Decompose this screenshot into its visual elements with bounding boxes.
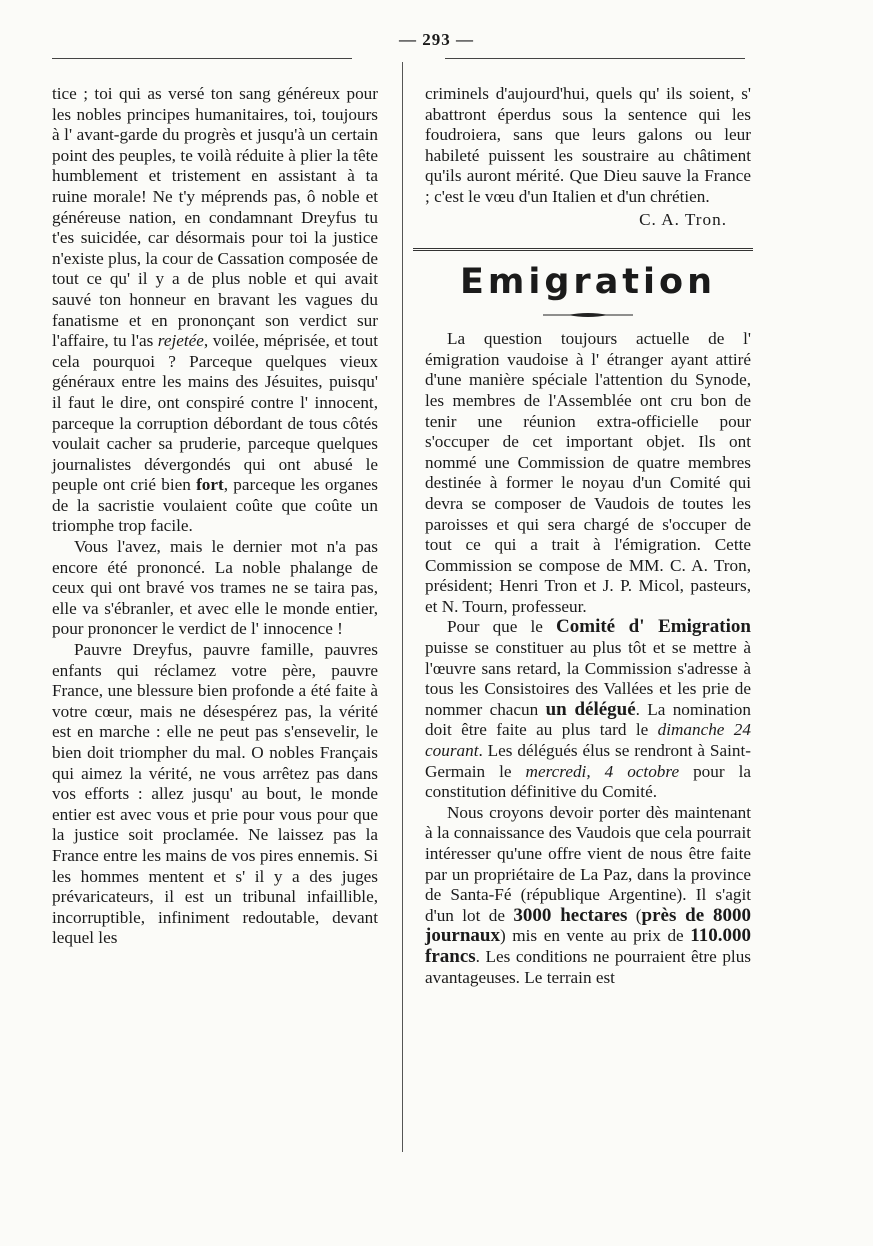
- bold-text: fort: [196, 475, 224, 495]
- right-paragraph-2: La question toujours actuelle de l' émigration vaudoise à l' étranger ayant attiré d'une manière spéciale l'attention du Synode, les membres de l'Assemblée ont cru bon de tenir une réunion extra-officielle pour s'occuper de cet important objet. Ils ont nommé une Commission de quatre membres destinée à former le noyau d'un Comité qui devra se composer de Vaudois de toutes les paroisses et qui sera chargé de s'occuper de tout ce qui a trait à l'émigration. Cette Commission se compose de MM. C. A. Tron, président; Henri Tron et J. P. Micol, pasteurs, et N. Tourn, professeur.: [425, 329, 751, 616]
- emphasized-text: mercredi, 4 octobre: [525, 761, 680, 781]
- right-paragraph-4: Nous croyons devoir porter dès maintenant à la connaissance des Vaudois que cela pourrait intéresser qu'une offre vient de nous être faite par un propriétaire de La Paz, dans la province de Santa-Fé (république Argentine). Il s'agit d'un lot de 3000 hectares (près de 8000 journaux) mis en vente au prix de 110.000 francs. Les conditions ne pourraient être plus avantageuses. Le terrain est: [425, 802, 752, 987]
- bold-text: 3000 hectares: [513, 904, 628, 926]
- page-number: — 293 —: [399, 30, 474, 49]
- bold-text: 110.000 francs: [425, 925, 751, 967]
- bold-text: près de 8000 journaux: [425, 904, 752, 947]
- bold-text: Comité d' Emigration: [556, 616, 751, 638]
- right-paragraph-3: Pour que le Comité d' Emigration puisse se constituer au plus tôt et se mettre à l'œuvre sans retard, la Commission s'adresse à tous les Consistoires des Vallées et les prie de nommer chacun un délégué. La nomination doit être faite au plus tard le dimanche 24 courant. Les délégués élus se rendront à Saint-Germain le mercredi, 4 octobre pour la constitution définitive du Comité.: [425, 616, 751, 802]
- header-rule-right: [445, 58, 745, 59]
- section-title: Emigration: [460, 262, 716, 303]
- left-column: [52, 84, 378, 949]
- emphasized-text: dimanche 24 courant: [425, 720, 751, 761]
- section-separator: [413, 248, 753, 251]
- signature: C. A. Tron.: [639, 209, 727, 229]
- bold-text: un délégué: [545, 698, 636, 720]
- left-paragraph-2: Vous l'avez, mais le dernier mot n'a pas encore été prononcé. La noble phalange de ceux qui ont bravé vos trames ne se taira pas, elle va s'ébranler, et avec elle le monde entier, pour prononcer le verdict de l' innocence !: [52, 537, 378, 639]
- left-paragraph-1: tice ; toi qui as versé ton sang généreux pour les nobles principes humanitaires, toi, toujours à l' avant-garde du progrès et jusqu'à un certain point des peuples, te voilà réduite à plier la tête humblement et tristement en assistant à ta ruine morale! Ne t'y méprends pas, ô noble et généreuse nation, en condamnant Dreyfus tu t'es suicidée, car désormais pour toi la justice n'existe plus, la cour de Cassation composée de tout ce qu' il y a de plus noble et qui avait sauvé ton honneur en bravant les vagues du fanatisme et en prononçant son verdict sur l'affaire, tu l'as rejetée, voilée, méprisée, et tout cela pourquoi ? Parceque quelques vieux généraux entre les mains des Jésuites, puisqu' il faut le dire, ont conspiré contre l' innocent, parceque la corruption débordant de tous côtés voulait cacher sa pruderie, parceque quelques journalistes dévergondés qui ont abusé le peuple ont crié bien fort, parceque les organes de la sacristie voulaient coûte que coûte un triomphe trop facile.: [52, 84, 378, 536]
- emphasized-text: rejetée: [157, 331, 204, 351]
- header-rule-left: [52, 58, 352, 59]
- column-divider: [402, 62, 403, 1152]
- left-paragraph-3: Pauvre Dreyfus, pauvre famille, pauvres enfants qui réclamez votre père, pauvre France, une blessure bien profonde a été faite à votre cœur, mais ne désespérez pas, la vérité est en marche : elle ne peut pas s'ensevelir, le bien doit triompher du mal. O nobles Français qui aimez la vérité, ne vous arrêtez pas dans vos efforts : allez jusqu' au bout, le monde entier est avec vous et prie pour vous pour que la justice soit proclamée. Ne laissez pas la France entre les mains de vos pires ennemis. Si les hommes mentent et s' il y a des juges prévaricateurs, il est un tribunal infaillible, incorruptible, infiniment redoutable, devant lequel les: [52, 640, 378, 948]
- right-paragraph-1: criminels d'aujourd'hui, quels qu' ils soient, s' abattront éperdus sous la sentence qui les foudroiera, sans que leurs galons ou leur habileté puissent les soustraire au châtiment qu'ils auront mérité. Que Dieu sauve la France ; c'est le vœu d'un Italien et d'un chrétien.: [425, 84, 751, 206]
- ornament-divider: [538, 311, 638, 319]
- right-column: [425, 84, 751, 988]
